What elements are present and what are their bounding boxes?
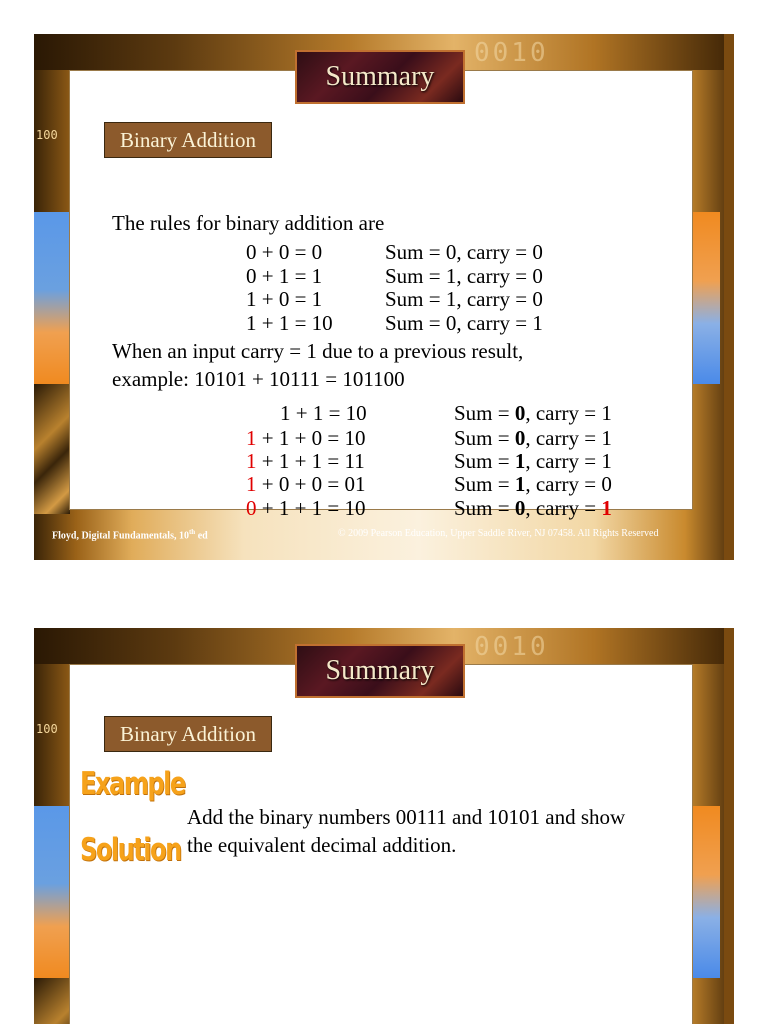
section-heading: Binary Addition xyxy=(120,721,256,746)
step-expr: 1 + 1 + 0 = 10 xyxy=(246,426,366,450)
right-color-bar xyxy=(692,212,720,384)
carry-text-line-2: example: 10101 + 10111 = 101100 xyxy=(112,367,405,391)
step-result: Sum = 0, carry = 1 xyxy=(454,496,612,520)
right-color-bar xyxy=(692,806,720,978)
left-photo-strip xyxy=(34,384,70,514)
slide-title: Summary xyxy=(325,61,435,92)
footer-copyright: © 2009 Pearson Education, Upper Saddle River, NJ 07458. All Rights Reserved xyxy=(338,528,659,539)
intro-text: The rules for binary addition are xyxy=(112,211,385,235)
slide-2 xyxy=(34,628,734,1024)
decorative-side-digits: 100 xyxy=(36,722,58,736)
decorative-digits: 0010 xyxy=(474,632,549,662)
final-carry: 1 xyxy=(601,496,612,520)
step-expr: 0 + 1 + 1 = 10 xyxy=(246,496,366,520)
right-edge xyxy=(724,34,734,560)
step-expr: 1 + 1 + 1 = 11 xyxy=(246,449,365,473)
section-heading-box xyxy=(104,122,272,158)
carry-in: 0 xyxy=(246,496,257,520)
section-heading-box xyxy=(104,716,272,752)
rule-expr: 0 + 0 = 0 xyxy=(246,240,323,264)
step-expr: 1 + 1 = 10 xyxy=(280,401,367,425)
step-result: Sum = 0, carry = 1 xyxy=(454,401,612,425)
step-expr: 1 + 0 + 0 = 01 xyxy=(246,472,366,496)
decorative-side-digits: 100 xyxy=(36,128,58,142)
rule-result: Sum = 1, carry = 0 xyxy=(385,264,543,288)
rule-expr: 1 + 1 = 10 xyxy=(246,311,333,335)
carry-in: 1 xyxy=(246,449,257,473)
left-color-bar xyxy=(34,806,70,978)
rule-expr: 1 + 0 = 1 xyxy=(246,287,323,311)
rule-result: Sum = 0, carry = 1 xyxy=(385,311,543,335)
rule-result: Sum = 1, carry = 0 xyxy=(385,287,543,311)
example-text-line-1: Add the binary numbers 00111 and 10101 and show xyxy=(187,805,626,829)
step-result: Sum = 1, carry = 0 xyxy=(454,472,612,496)
carry-in: 1 xyxy=(246,472,257,496)
step-result: Sum = 0, carry = 1 xyxy=(454,426,612,450)
example-text-line-2: the equivalent decimal addition. xyxy=(187,833,457,857)
step-result: Sum = 1, carry = 1 xyxy=(454,449,612,473)
carry-in: 1 xyxy=(246,426,257,450)
section-heading: Binary Addition xyxy=(120,127,256,152)
rule-result: Sum = 0, carry = 0 xyxy=(385,240,543,264)
decorative-digits: 0010 xyxy=(474,38,549,68)
slide-title-box xyxy=(295,644,465,698)
slide-title-box xyxy=(295,50,465,104)
left-color-bar xyxy=(34,212,70,384)
carry-text-line-1: When an input carry = 1 due to a previous result, xyxy=(112,339,524,363)
slide-1 xyxy=(34,34,734,560)
slide-title: Summary xyxy=(325,655,435,686)
rule-expr: 0 + 1 = 1 xyxy=(246,264,323,288)
right-edge xyxy=(724,628,734,1024)
solution-label: Solution xyxy=(80,832,181,868)
left-photo-strip xyxy=(34,978,70,1024)
footer-citation: Floyd, Digital Fundamentals, 10th ed xyxy=(52,528,208,542)
example-label: Example xyxy=(80,766,185,802)
